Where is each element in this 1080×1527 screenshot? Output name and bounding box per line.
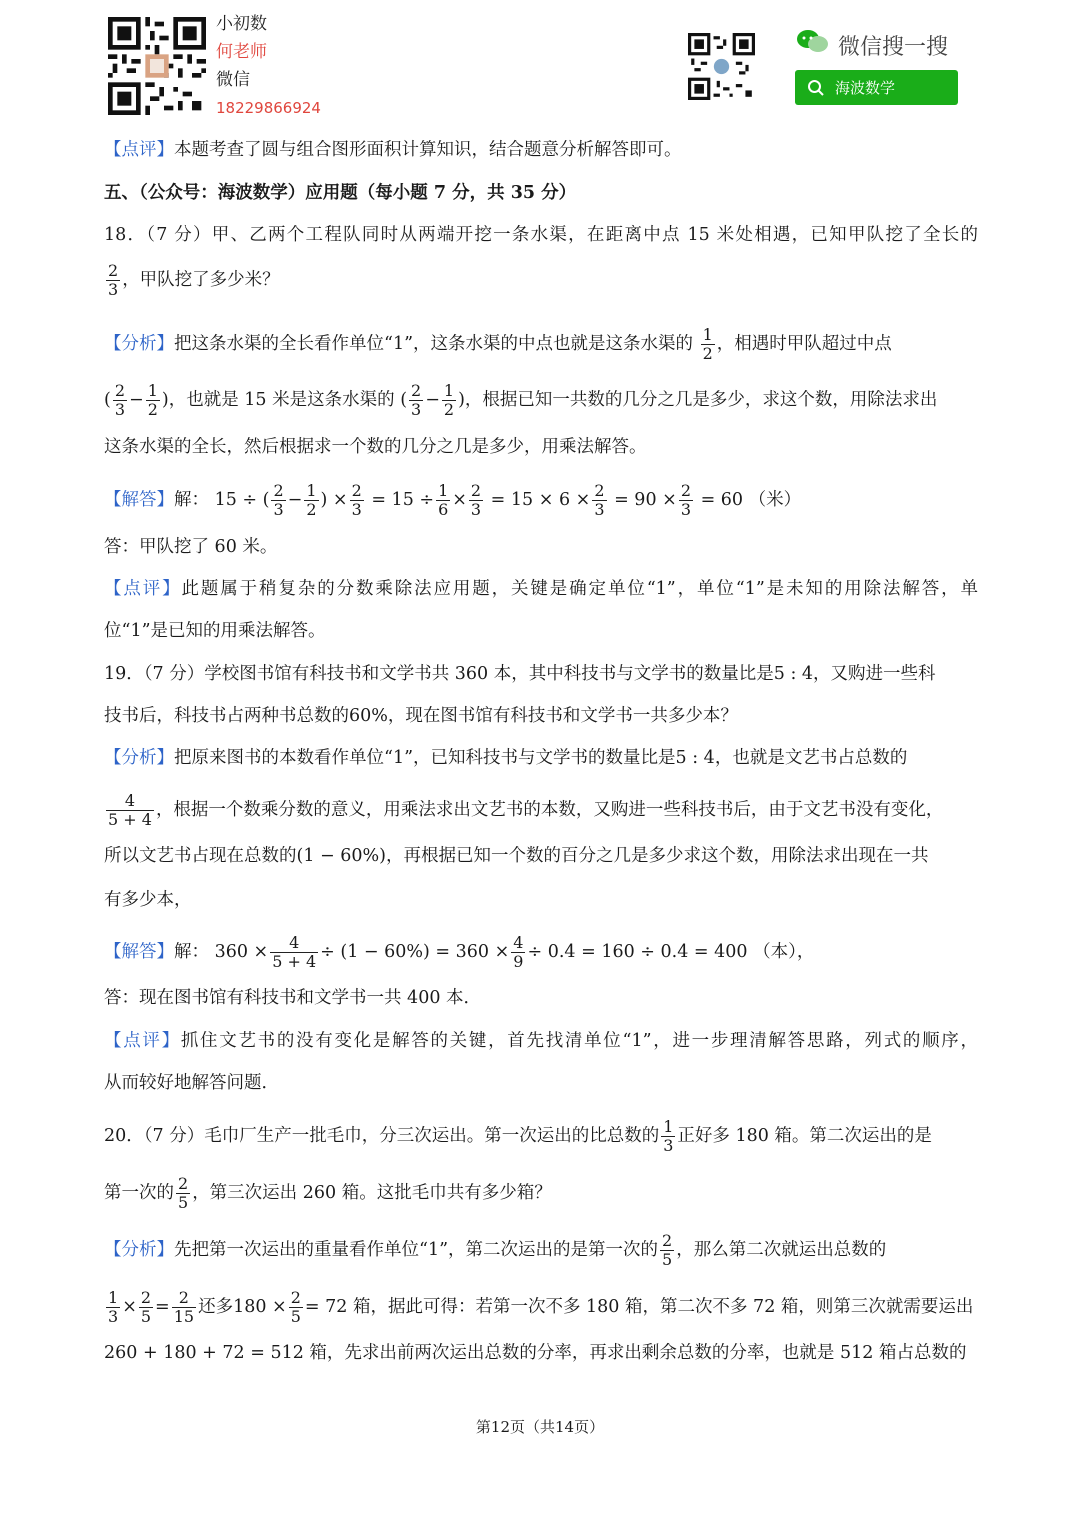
handwritten-line-1: 小初数 xyxy=(216,14,267,34)
q18-analysis-line1: 【分析】把这条水渠的全长看作单位“1”，这条水渠的中点也就是这条水渠的 $\frac{1}{2}$ ，相遇时甲队超过中点 xyxy=(104,325,892,363)
q19-analysis-line2: $\frac{4}{5 + 4}$ ，根据一个数乘分数的意义，用乘法求出文艺书的本数，又购进一些科技书后，由于文艺书没有变化， xyxy=(108,791,944,829)
q18-solution: 【解答】解： 15 ÷ ( $\frac{2}{3}$ − $\frac{1}{2}$ ) × $\frac{2}{3}$ = 15 ÷ $\frac{1}{6}$ × $\frac{2}{3}$ = 15 × 6 × $\frac{2}{3}$ = 90 × $\frac{2}{3}$ = 60 （米） xyxy=(104,481,802,519)
handwritten-phone: 18229866924 xyxy=(216,99,321,117)
q18-analysis-line3: 这条水渠的全长，然后根据求一个数的几分之几是多少，用乘法解答。 xyxy=(104,437,647,457)
q19-solution: 【解答】解： 360 × $\frac{4}{5 + 4}$ ÷ (1 − 60%) = 360 × $\frac{4}{9}$ ÷ 0.4 = 160 ÷ 0.4 = 400 （本）， xyxy=(104,933,815,971)
comment-top: 【点评】本题考查了圆与组合图形面积计算知识，结合题意分析解答即可。 xyxy=(104,140,682,160)
q18-stem-line2: $\frac{2}{3}$ ，甲队挖了多少米？ xyxy=(108,261,280,299)
q18-analysis-line2: ( $\frac{2}{3}$ − $\frac{1}{2}$ )，也就是 15 米是这条水渠的 ( $\frac{2}{3}$ − $\frac{1}{2}$ )，根据已知一共数的几分之几是多少，求这个数，用除法求出 xyxy=(104,381,938,419)
q20-stem-line1: 20．（7 分）毛巾厂生产一批毛巾，分三次运出。第一次运出的比总数的 $\frac{1}{3}$ 正好多 180 箱。第二次运出的是 xyxy=(104,1117,932,1155)
q20-analysis-line1: 【分析】先把第一次运出的重量看作单位“1”，第二次运出的是第一次的 $\frac{2}{5}$ ，那么第二次就运出总数的 xyxy=(104,1231,887,1269)
q18-comment-line1: 【点评】此题属于稍复杂的分数乘除法应用题，关键是确定单位“1”，单位“1”是未知的用除法解答，单 xyxy=(104,579,978,599)
section-title: 五、（公众号：海波数学）应用题（每小题 7 分，共 35 分） xyxy=(104,183,577,203)
page-footer: 第12页（共14页） xyxy=(475,1418,605,1436)
qr-code-left xyxy=(108,17,206,115)
q19-stem-line2: 技书后，科技书占两种书总数的60%，现在图书馆有科技书和文学书一共多少本？ xyxy=(104,706,738,726)
q20-analysis-line2: $\frac{1}{3}$ × $\frac{2}{5}$ = $\frac{2}{15}$ 还多180 × $\frac{2}{5}$ = 72 箱，据此可得：若第一次不多 180 箱，第二次不多 72 箱，则第三次就需要运出 xyxy=(108,1288,974,1326)
q20-analysis-line3: 260 + 180 + 72 = 512 箱，先求出前两次运出总数的分率，再求出剩余总数的分率，也就是 512 箱占总数的 xyxy=(104,1343,967,1363)
search-icon xyxy=(807,79,825,97)
q19-analysis-line3: 所以文艺书占现在总数的(1 − 60%)，再根据已知一个数的百分之几是多少求这个数，用除法求出现在一共 xyxy=(104,846,929,866)
handwritten-line-3: 微信 xyxy=(216,70,250,90)
wechat-search-title xyxy=(796,28,948,62)
q19-answer: 答：现在图书馆有科技书和文学书一共 400 本． xyxy=(104,988,482,1008)
q18-answer: 答：甲队挖了 60 米。 xyxy=(104,537,278,557)
q18-stem-line1: 18．（7 分）甲、乙两个工程队同时从两端开挖一条水渠，在距离中点 15 米处相遇，已知甲队挖了全长的 xyxy=(104,225,978,245)
handwritten-line-2: 何老师 xyxy=(216,42,267,62)
q19-analysis-line1: 【分析】把原来图书的本数看作单位“1”，已知科技书与文学书的数量比是5 : 4，也就是文艺书占总数的 xyxy=(104,748,908,768)
wechat-title-text: 微信搜一搜 xyxy=(838,34,949,60)
search-button-label: 海波数学 xyxy=(835,79,896,97)
q19-stem-line1: 19．（7 分）学校图书馆有科技书和文学书共 360 本，其中科技书与文学书的数量比是5 : 4，又购进一些科 xyxy=(104,664,936,684)
q18-comment-line2: 位“1”是已知的用乘法解答。 xyxy=(104,621,326,641)
qr-code-right xyxy=(688,33,755,100)
q19-comment-line1: 【点评】抓住文艺书的没有变化是解答的关键，首先找清单位“1”，进一步理清解答思路，列式的顺序， xyxy=(104,1031,979,1051)
q19-analysis-line4: 有多少本， xyxy=(104,890,192,910)
q20-stem-line2: 第一次的 $\frac{2}{5}$ ，第三次运出 260 箱。这批毛巾共有多少箱？ xyxy=(104,1174,552,1212)
search-button[interactable] xyxy=(795,70,958,105)
q19-comment-line2: 从而较好地解答问题． xyxy=(104,1073,279,1093)
wechat-logo-icon xyxy=(796,29,830,61)
